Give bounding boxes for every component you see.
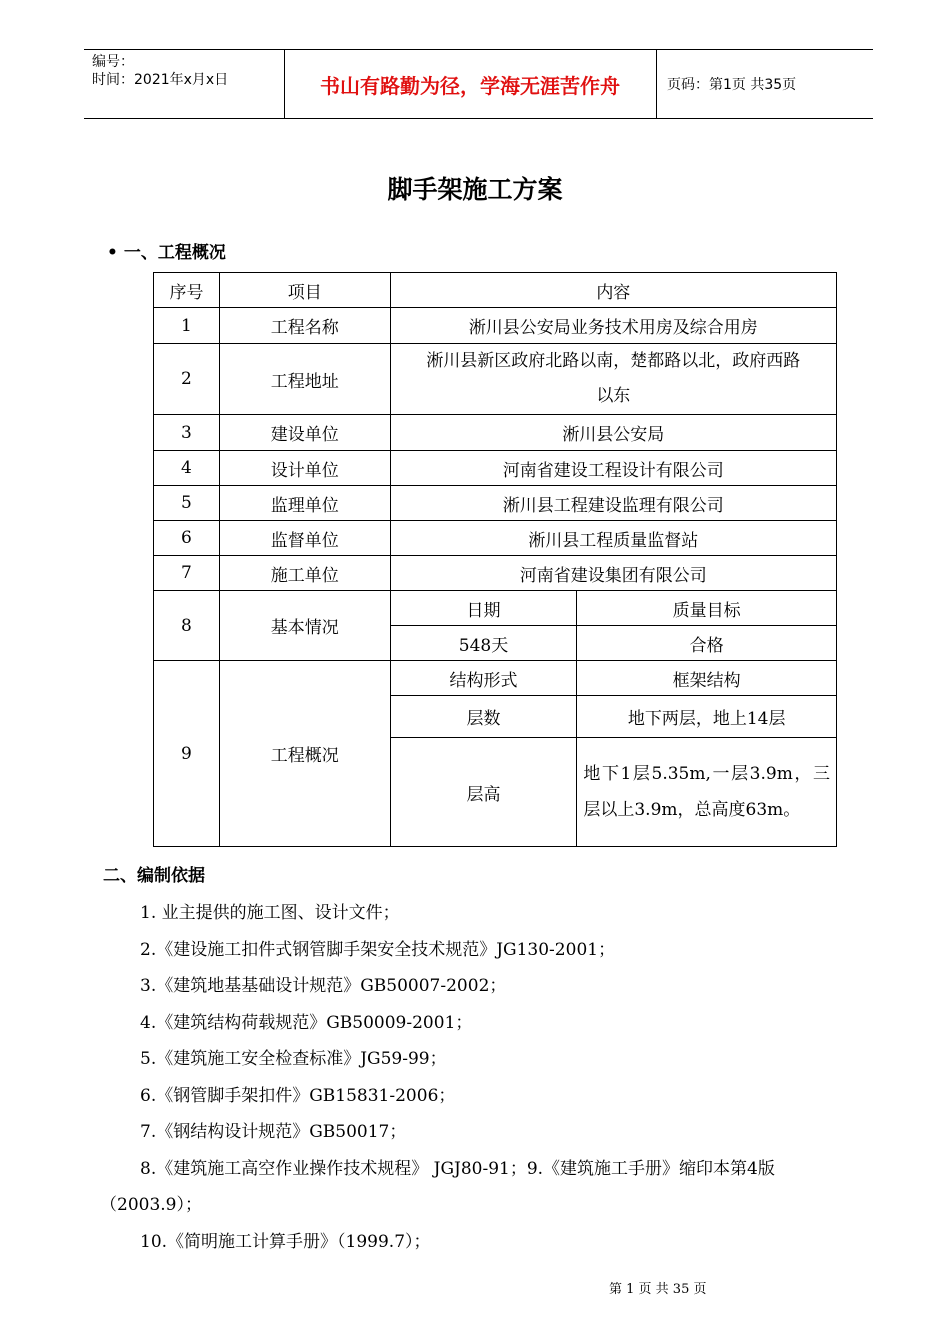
table-cell-item: 工程地址 bbox=[219, 344, 390, 415]
table-cell-item: 设计单位 bbox=[219, 451, 390, 486]
address-line-1: 淅川县新区政府北路以南，楚都路以北，政府西路 bbox=[426, 351, 801, 371]
table-cell-value: 地下两层，地上14层 bbox=[577, 696, 837, 738]
table-header-cell: 内容 bbox=[390, 273, 836, 308]
table-row bbox=[154, 591, 837, 626]
table-cell-content: 淅川县工程建设监理有限公司 bbox=[390, 486, 836, 521]
section-2-heading: 二、编制依据 bbox=[103, 866, 205, 886]
header-page-info: 页码：第1页 共35页 bbox=[667, 77, 797, 93]
table-cell-content: 河南省建设工程设计有限公司 bbox=[390, 451, 836, 486]
table-cell-no: 4 bbox=[154, 451, 220, 486]
table-row bbox=[154, 451, 837, 486]
table-cell-label: 层数 bbox=[390, 696, 577, 738]
table-row bbox=[154, 661, 837, 696]
table-cell-value: 框架结构 bbox=[577, 661, 837, 696]
table-cell-value: 地下1层5.35m,一层3.9m，三层以上3.9m，总高度63m。 bbox=[577, 738, 837, 847]
list-item: 4.《建筑结构荷载规范》GB50009-2001； bbox=[140, 1012, 473, 1033]
table-header-row bbox=[154, 273, 837, 308]
table-cell-no: 6 bbox=[154, 521, 220, 556]
table-cell-content bbox=[390, 344, 836, 415]
table-cell-content: 淅川县公安局业务技术用房及综合用房 bbox=[390, 308, 836, 344]
document-title: 脚手架施工方案 bbox=[387, 175, 563, 204]
header-motto: 书山有路勤为径，学海无涯苦作舟 bbox=[284, 50, 657, 118]
table-row bbox=[154, 308, 837, 344]
table-row bbox=[154, 486, 837, 521]
header-number: 编号： bbox=[92, 54, 134, 70]
table-subheader-cell: 质量目标 bbox=[577, 591, 837, 626]
table-cell-no: 9 bbox=[154, 661, 220, 847]
bullet-icon: • bbox=[107, 243, 118, 263]
table-subheader-cell: 日期 bbox=[390, 591, 577, 626]
section-1-heading bbox=[107, 238, 226, 263]
table-cell-no: 7 bbox=[154, 556, 220, 591]
header-meta bbox=[84, 50, 285, 118]
table-cell-no: 3 bbox=[154, 415, 220, 451]
list-item: 5.《建筑施工安全检查标准》JG59-99； bbox=[140, 1049, 447, 1069]
list-item: 7.《钢结构设计规范》GB50017； bbox=[140, 1122, 407, 1142]
table-cell-no: 2 bbox=[154, 344, 220, 415]
table-cell-no: 8 bbox=[154, 591, 220, 661]
table-cell-label: 结构形式 bbox=[390, 661, 577, 696]
table-cell-label: 层高 bbox=[390, 738, 577, 847]
reference-list bbox=[100, 895, 860, 1260]
table-cell-item: 基本情况 bbox=[219, 591, 390, 661]
table-cell-value: 548天 bbox=[390, 626, 577, 661]
table-cell-no: 5 bbox=[154, 486, 220, 521]
table-header-cell: 序号 bbox=[154, 273, 220, 308]
table-cell-item: 施工单位 bbox=[219, 556, 390, 591]
project-overview-table bbox=[153, 272, 837, 847]
table-cell-no: 1 bbox=[154, 308, 220, 344]
list-item: 10.《简明施工计算手册》（1999.7）； bbox=[140, 1231, 431, 1252]
list-item: 8.《建筑施工高空作业操作技术规程》 JGJ80-91；9.《建筑施工手册》缩印本第4版（2003.9）； bbox=[100, 1158, 775, 1215]
header-time: 时间：2021年x月x日 bbox=[92, 72, 229, 88]
table-cell-item: 建设单位 bbox=[219, 415, 390, 451]
list-item: 1. 业主提供的施工图、设计文件； bbox=[140, 903, 400, 923]
list-item: 6.《钢管脚手架扣件》GB15831-2006； bbox=[140, 1085, 456, 1106]
page-header bbox=[84, 49, 873, 119]
table-row bbox=[154, 415, 837, 451]
table-cell-content: 淅川县工程质量监督站 bbox=[390, 521, 836, 556]
page-footer: 第 1 页 共 35 页 bbox=[609, 1282, 707, 1297]
table-cell-content: 淅川县公安局 bbox=[390, 415, 836, 451]
table-cell-item: 监理单位 bbox=[219, 486, 390, 521]
table-cell-item: 监督单位 bbox=[219, 521, 390, 556]
list-item: 2.《建设施工扣件式钢管脚手架安全技术规范》JG130-2001； bbox=[140, 939, 616, 960]
table-row bbox=[154, 344, 837, 415]
table-row bbox=[154, 556, 837, 591]
table-cell-item: 工程名称 bbox=[219, 308, 390, 344]
table-header-cell: 项目 bbox=[219, 273, 390, 308]
list-item: 3.《建筑地基基础设计规范》GB50007-2002； bbox=[140, 976, 507, 996]
table-cell-value: 合格 bbox=[577, 626, 837, 661]
table-cell-content: 河南省建设集团有限公司 bbox=[390, 556, 836, 591]
table-cell-item: 工程概况 bbox=[219, 661, 390, 847]
table-row bbox=[154, 521, 837, 556]
address-line-2: 以东 bbox=[596, 386, 631, 406]
section-1-heading-text: 一、工程概况 bbox=[123, 243, 226, 263]
